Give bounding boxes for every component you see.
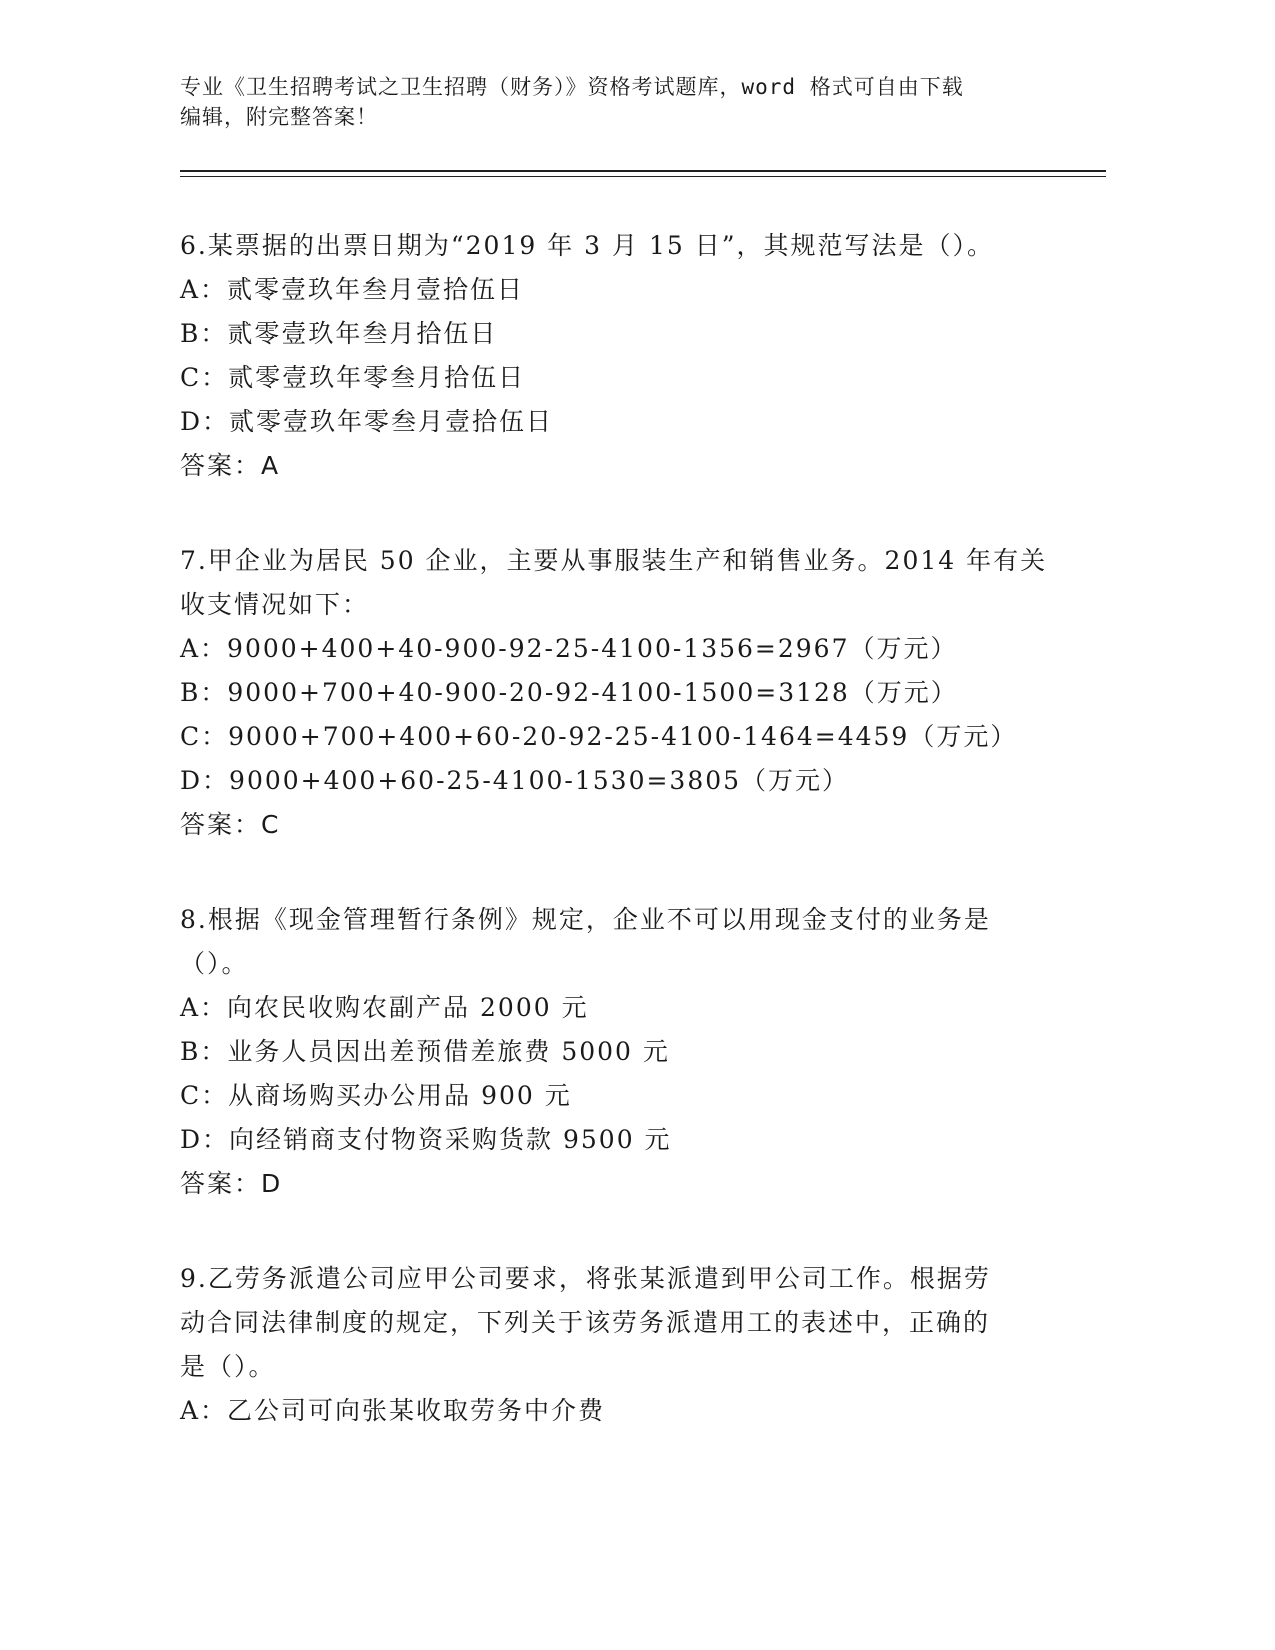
document-header xyxy=(180,72,1060,132)
option-b: B：业务人员因出差预借差旅费 5000 元 xyxy=(180,1037,670,1066)
answer-line: 答案：D xyxy=(180,1169,283,1198)
option-b: B：9000+700+40-900-20-92-4100-1500=3128（万元） xyxy=(180,678,958,707)
option-c: C：贰零壹玖年零叁月拾伍日 xyxy=(180,363,526,392)
question-stem: 7.甲企业为居民 50 企业，主要从事服装生产和销售业务。2014 年有关 xyxy=(180,546,1048,575)
question-9 xyxy=(180,1257,1050,1433)
header-line-1: 专业《卫生招聘考试之卫生招聘（财务）》资格考试题库，word 格式可自由下载 xyxy=(180,75,964,99)
option-d: D：9000+400+60-25-4100-1530=3805（万元） xyxy=(180,766,850,795)
question-stem: 8.根据《现金管理暂行条例》规定，企业不可以用现金支付的业务是 xyxy=(180,905,991,934)
header-divider-thick xyxy=(180,170,1106,172)
question-list xyxy=(180,224,1050,1484)
header-line-2: 编辑，附完整答案！ xyxy=(180,105,378,129)
option-a: A：乙公司可向张某收取劳务中介费 xyxy=(180,1396,606,1425)
question-stem-continued: 收支情况如下： xyxy=(180,590,370,619)
question-stem-continued: （）。 xyxy=(180,949,249,978)
question-stem-continued: 动合同法律制度的规定，下列关于该劳务派遣用工的表述中，正确的 xyxy=(180,1308,991,1337)
question-stem-continued: 是（）。 xyxy=(180,1352,276,1381)
option-c: C：9000+700+400+60-20-92-25-4100-1464=4459（万元） xyxy=(180,722,1018,751)
option-a: A：9000+400+40-900-92-25-4100-1356=2967（万元） xyxy=(180,634,958,663)
question-6 xyxy=(180,224,1050,488)
header-divider-thin xyxy=(180,176,1106,177)
question-stem: 9.乙劳务派遣公司应甲公司要求，将张某派遣到甲公司工作。根据劳 xyxy=(180,1264,991,1293)
question-stem: 6.某票据的出票日期为“2019 年 3 月 15 日”，其规范写法是（）。 xyxy=(180,231,994,260)
question-8 xyxy=(180,898,1050,1206)
answer-line: 答案：C xyxy=(180,810,281,839)
option-d: D：向经销商支付物资采购货款 9500 元 xyxy=(180,1125,672,1154)
option-a: A：贰零壹玖年叁月壹拾伍日 xyxy=(180,275,525,304)
question-7 xyxy=(180,539,1050,847)
option-c: C：从商场购买办公用品 900 元 xyxy=(180,1081,572,1110)
option-b: B：贰零壹玖年叁月拾伍日 xyxy=(180,319,498,348)
answer-line: 答案：A xyxy=(180,451,281,480)
option-a: A：向农民收购农副产品 2000 元 xyxy=(180,993,589,1022)
option-d: D：贰零壹玖年零叁月壹拾伍日 xyxy=(180,407,554,436)
